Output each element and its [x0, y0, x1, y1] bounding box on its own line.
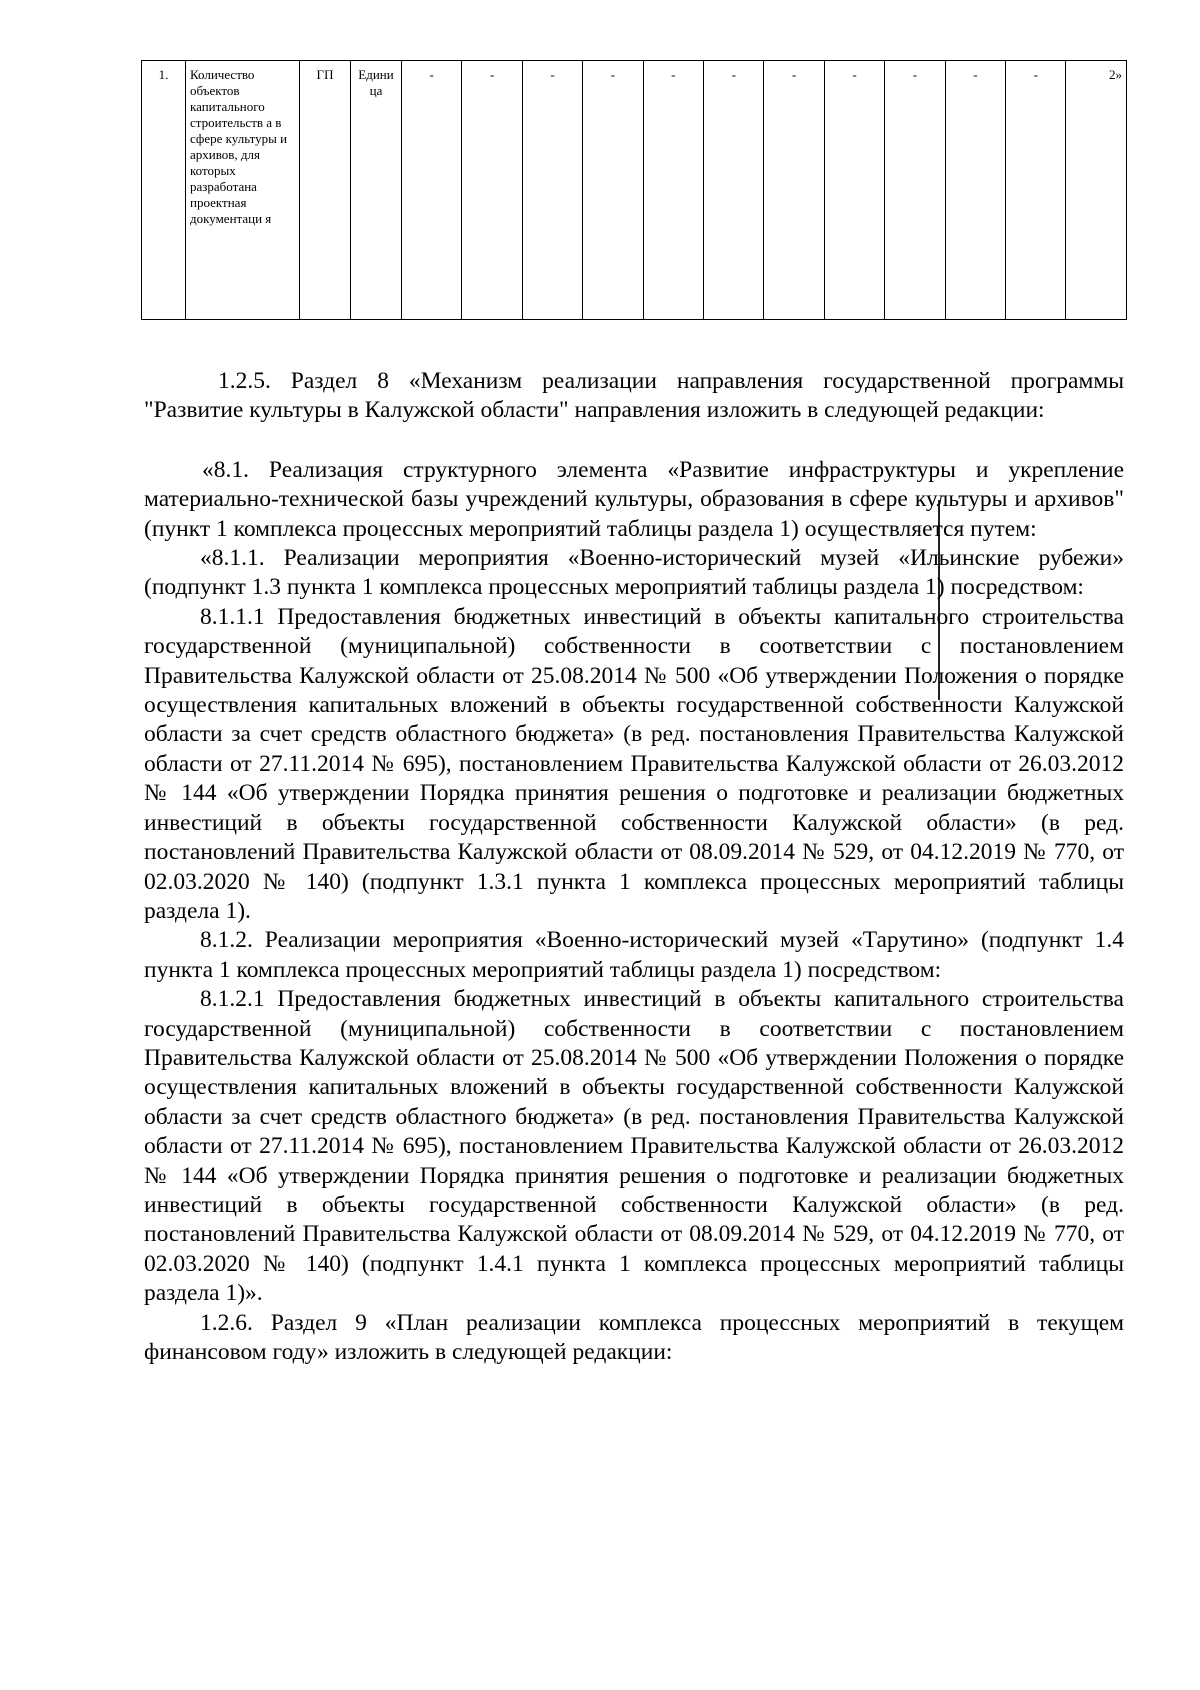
value-cell: - [764, 61, 824, 320]
paragraph-8-1-1-1: 8.1.1.1 Предоставления бюджетных инвестиций в объекты капитального строительства государственной (муниципальной) собственности в соответствии с постановлением Правительства Калужской области от 25.08.2014 № 500 «Об утверждении Положения о порядке осуществления капитальных вложений в объекты государственной собственности Калужской области за счет средств областного бюджета» (в ред. постановления Правительства Калужской области от 27.11.2014 № 695), постановлением Правительства Калужской области от 26.03.2012 № 144 «Об утверждении Порядка принятия решения о подготовке и реализации бюджетных инвестиций в объекты государственной собственности Калужской области» (в ред. постановлений Правительства Калужской области от 08.09.2014 № 529, от 04.12.2019 № 770, от 02.03.2020 № 140) (подпункт 1.3.1 пункта 1 комплекса процессных мероприятий таблицы раздела 1). [144, 603, 1124, 924]
paragraph-8-1: «8.1. Реализация структурного элемента «Развитие инфраструктуры и укрепление материально-технической базы учреждений культуры, образования в сфере культуры и архивов" (пункт 1 комплекса процессных мероприятий таблицы раздела 1) осуществляется путем: [144, 456, 1124, 542]
paragraph-8-1-1: «8.1.1. Реализации мероприятия «Военно-исторический музей «Ильинские рубежи» (подпункт 1.3 пункта 1 комплекса процессных мероприятий таблицы раздела 1) посредством: [144, 545, 1124, 601]
value-cell: - [824, 61, 884, 320]
total-value-cell: 2» [1066, 61, 1127, 320]
indicator-table [141, 60, 1127, 320]
program-code: ГП [300, 61, 351, 320]
value-cell: - [583, 61, 643, 320]
paragraph-1-2-5: 1.2.5. Раздел 8 «Механизм реализации направления государственной программы "Развитие культуры в Калужской области" направления изложить в следующей редакции: [144, 368, 1124, 424]
paragraph-8-1-2: 8.1.2. Реализации мероприятия «Военно-исторический музей «Тарутино» (подпункт 1.4 пункта 1 комплекса процессных мероприятий таблицы раздела 1) посредством: [144, 927, 1124, 983]
value-cell: - [945, 61, 1005, 320]
document-body [144, 367, 1124, 1367]
unit-of-measure: Едини ца [351, 61, 402, 320]
indicator-name: Количество объектов капитального строительств а в сфере культуры и архивов, для которых разработана проектная документаци я [186, 61, 300, 320]
paragraph-1-2-6: 1.2.6. Раздел 9 «План реализации комплекса процессных мероприятий в текущем финансовом году» изложить в следующей редакции: [144, 1309, 1124, 1365]
paragraph-8-1-2-1: 8.1.2.1 Предоставления бюджетных инвестиций в объекты капитального строительства государственной (муниципальной) собственности в соответствии с постановлением Правительства Калужской области от 25.08.2014 № 500 «Об утверждении Положения о порядке осуществления капитальных вложений в объекты государственной собственности Калужской области за счет средств областного бюджета» (в ред. постановления Правительства Калужской области от 27.11.2014 № 695), постановлением Правительства Калужской области от 26.03.2012 № 144 «Об утверждении Порядка принятия решения о подготовке и реализации бюджетных инвестиций в объекты государственной собственности Калужской области» (в ред. постановлений Правительства Калужской области от 08.09.2014 № 529, от 04.12.2019 № 770, от 02.03.2020 № 140) (подпункт 1.4.1 пункта 1 комплекса процессных мероприятий таблицы раздела 1)». [144, 986, 1124, 1307]
row-number: 1. [142, 61, 186, 320]
value-cell: - [643, 61, 703, 320]
value-cell: - [704, 61, 764, 320]
value-cell: - [402, 61, 462, 320]
value-cell: - [462, 61, 522, 320]
table-row [142, 61, 1127, 320]
value-cell: - [885, 61, 945, 320]
value-cell: - [522, 61, 582, 320]
value-cell: - [1006, 61, 1066, 320]
